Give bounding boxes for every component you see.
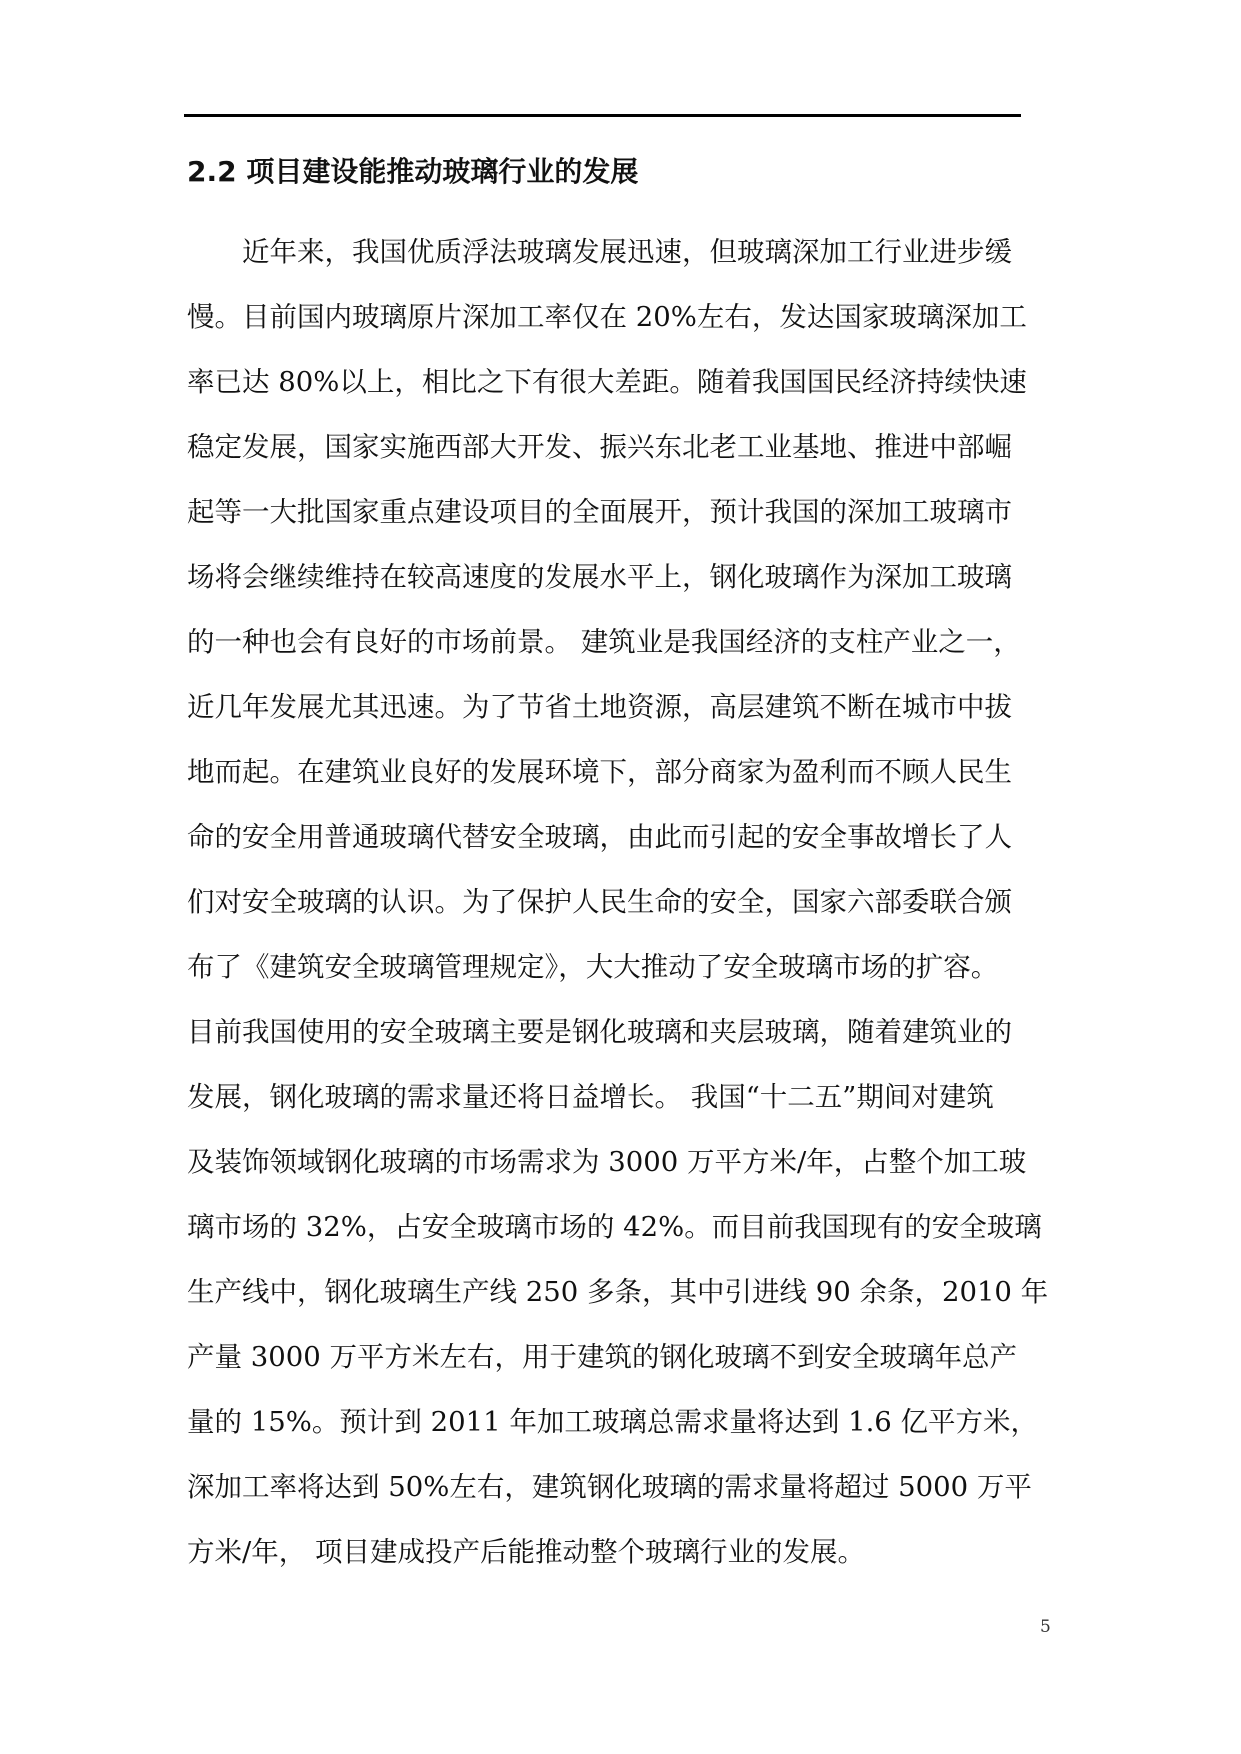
paragraph-line: 产量 3000 万平方米左右，用于建筑的钢化玻璃不到安全玻璃年总产 xyxy=(187,1341,1017,1373)
paragraph-line: 慢。目前国内玻璃原片深加工率仅在 20%左右，发达国家玻璃深加工 xyxy=(187,301,1027,333)
paragraph-line: 生产线中，钢化玻璃生产线 250 多条，其中引进线 90 余条，2010 年 xyxy=(187,1276,1049,1308)
paragraph-line: 及装饰领域钢化玻璃的市场需求为 3000 万平方米/年，占整个加工玻 xyxy=(187,1146,1027,1178)
paragraph-line: 发展，钢化玻璃的需求量还将日益增长。 我国“十二五”期间对建筑 xyxy=(187,1081,994,1113)
paragraph-line: 近年来，我国优质浮法玻璃发展迅速，但玻璃深加工行业进步缓 xyxy=(187,236,1012,268)
header-rule xyxy=(184,114,1021,117)
paragraph-line: 命的安全用普通玻璃代替安全玻璃，由此而引起的安全事故增长了人 xyxy=(187,821,1012,853)
paragraph-line: 们对安全玻璃的认识。为了保护人民生命的安全，国家六部委联合颁 xyxy=(187,886,1012,918)
paragraph-line: 近几年发展尤其迅速。为了节省土地资源，高层建筑不断在城市中拔 xyxy=(187,691,1012,723)
paragraph-line: 稳定发展，国家实施西部大开发、振兴东北老工业基地、推进中部崛 xyxy=(187,431,1012,463)
paragraph-line: 地而起。在建筑业良好的发展环境下，部分商家为盈利而不顾人民生 xyxy=(187,756,1012,788)
paragraph-line: 的一种也会有良好的市场前景。 建筑业是我国经济的支柱产业之一， xyxy=(187,626,1021,658)
paragraph-line: 方米/年， 项目建成投产后能推动整个玻璃行业的发展。 xyxy=(187,1536,866,1568)
paragraph-line: 璃市场的 32%，占安全玻璃市场的 42%。而目前我国现有的安全玻璃 xyxy=(187,1211,1042,1243)
paragraph-line: 量的 15%。预计到 2011 年加工玻璃总需求量将达到 1.6 亿平方米， xyxy=(187,1406,1039,1438)
paragraph-line: 布了《建筑安全玻璃管理规定》，大大推动了安全玻璃市场的扩容。 xyxy=(187,951,999,983)
paragraph-line: 起等一大批国家重点建设项目的全面展开，预计我国的深加工玻璃市 xyxy=(187,496,1012,528)
paragraph-line: 目前我国使用的安全玻璃主要是钢化玻璃和夹层玻璃，随着建筑业的 xyxy=(187,1016,1012,1048)
page-number: 5 xyxy=(1040,1617,1051,1637)
body-paragraph xyxy=(187,220,1049,1585)
paragraph-line: 场将会继续维持在较高速度的发展水平上，钢化玻璃作为深加工玻璃 xyxy=(187,561,1012,593)
paragraph-line: 率已达 80%以上，相比之下有很大差距。随着我国国民经济持续快速 xyxy=(187,366,1027,398)
paragraph-line: 深加工率将达到 50%左右，建筑钢化玻璃的需求量将超过 5000 万平 xyxy=(187,1471,1032,1503)
section-heading: 2.2 项目建设能推动玻璃行业的发展 xyxy=(187,155,639,188)
